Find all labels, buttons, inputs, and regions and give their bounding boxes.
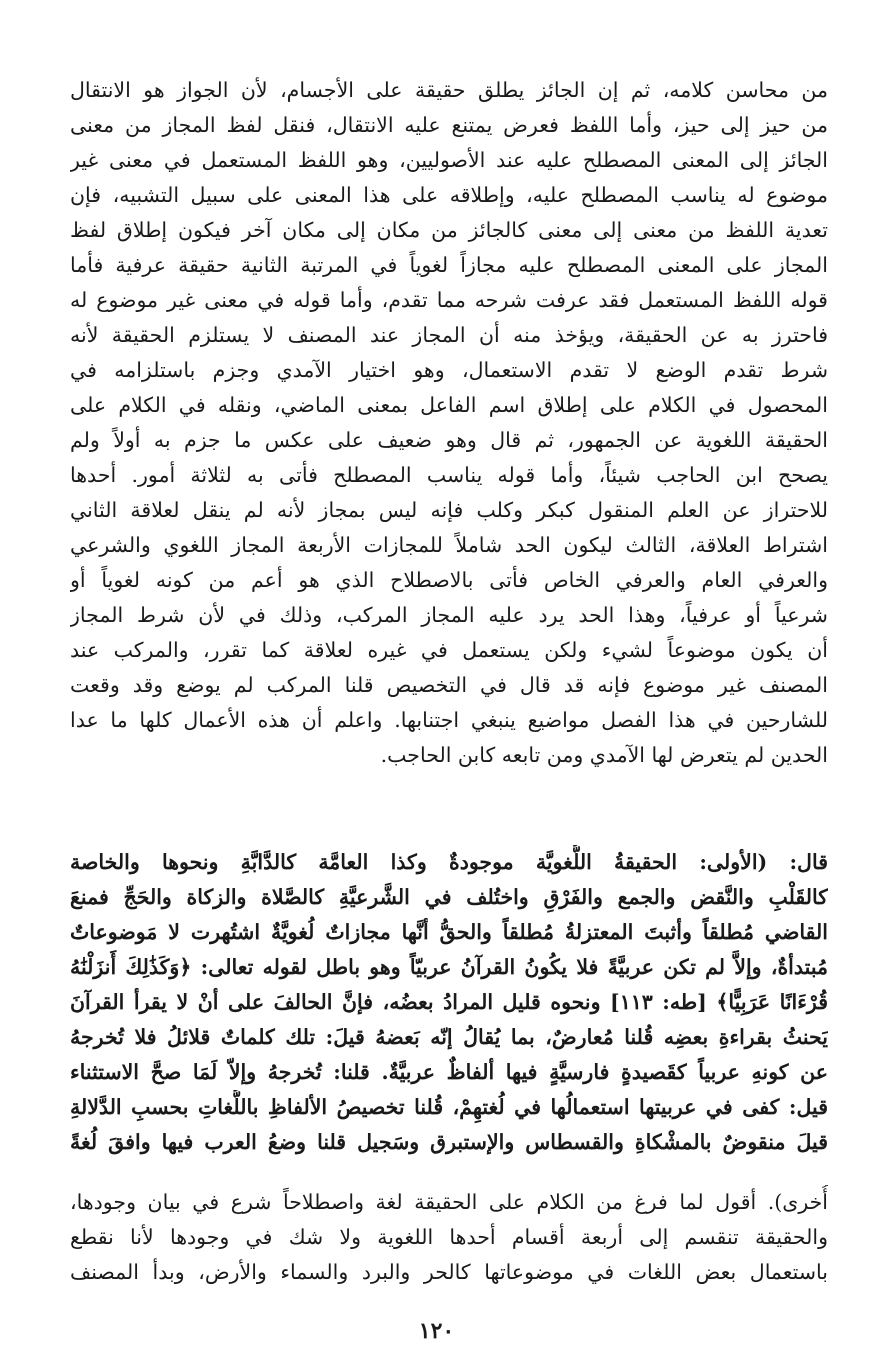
text-line: والحقيقة تنقسم إلى أربعة أقسام أحدها اللغوية ولا شك في وجودها لأنا نقطع (70, 1225, 828, 1249)
quoted-text-paragraph (70, 845, 828, 1160)
text-line: قوله اللفظ المستعمل فقد عرفت شرحه مما تقدم، وأما قوله في معنى غير موضوع له (70, 288, 828, 312)
text-line: المصنف غير موضوع فإنه قد قال في التخصيص قلنا المركب لم يوضع وقد وقعت (70, 673, 828, 697)
text-line: من محاسن كلامه، ثم إن الجائز يطلق حقيقة على الأجسام، لأن الجواز هو الانتقال (70, 78, 828, 102)
text-line: شرط تقدم الوضع لا تقدم الاستعمال، وهو اختيار الآمدي وجزم باستلزامه في (70, 358, 828, 382)
text-line: يصحح ابن الحاجب شيئاً، وأما قوله يناسب المصطلح فأتى به لثلاثة أمور. أحدها (70, 463, 828, 487)
text-line: فاحترز به عن الحقيقة، ويؤخذ منه أن المجاز عند المصنف لا يستلزم الحقيقة لأنه (70, 323, 828, 347)
text-line: باستعمال بعض اللغات في موضوعاتها كالحر والبرد والسماء والأرض، وبدأ المصنف (70, 1260, 828, 1284)
quote-line: مُبتدأةٌ، وإلاَّ لم تكن عربيَّةً فلا يكُونُ القرآنُ عربيّاً وهو باطل لقوله تعالى: ﴿وَكَذَٰلِكَ أَنزَلْنَٰهُ (70, 955, 828, 979)
quote-line: قيل: كفى في عربيتها استعمالُها في لُغتهِمْ، قُلنا تخصيصُ الألفاظِ باللُّغاتِ بحسبِ الدَّلالةِ (70, 1095, 828, 1119)
quote-line: يَحنثُ بقراءةِ بعضِه قُلنا مُعارضٌ، بما يُقالُ إنّه بَعضهُ قيلَ: تلك كلماتٌ قلائلُ فلا تُخرجهُ (70, 1025, 828, 1049)
quote-line: قيلَ منقوضٌ بالمشْكاةِ والقسطاس والإستبرق وسَجيل قلنا وضعُ العرب فيها وافقَ لُغةً (70, 1130, 828, 1154)
text-line: والعرفي العام والعرفي الخاص فأتى بالاصطلاح الذي هو أعم من كونه لغوياً أو (70, 568, 828, 592)
text-line: اشتراط العلاقة، الثالث ليكون الحد شاملاً للمجازات الأربعة المجاز اللغوي والشرعي (70, 533, 828, 557)
page-number: ١٢٠ (418, 1318, 455, 1344)
closing-paragraph (70, 1185, 828, 1290)
text-line: أن يكون موضوعاً لشيء ولكن يستعمل في غيره لعلاقة كما تقرر، والمركب عند (70, 638, 828, 662)
text-line: الحدين لم يتعرض لها الآمدي ومن تابعه كابن الحاجب. (380, 743, 828, 767)
text-line: موضوع له يناسب المصطلح عليه، وإطلاقه على هذا المعنى على سبيل التشبيه، فإن (70, 183, 828, 207)
quote-line: القاضي مُطلقاً وأثبتَ المعتزلةُ مُطلقاً والحقُّ أنَّها مجازاتٌ لُغويَّةٌ اشتُهرت لا مَوضوعاتٌ (70, 920, 828, 944)
text-line: المجاز على المعنى المصطلح عليه مجازاً لغوياً في المرتبة الثانية حقيقة عرفية فأما (70, 253, 828, 277)
text-line: للاحتراز عن العلم المنقول كبكر وكلب فإنه ليس بمجاز لأنه لم ينقل لعلاقة الثاني (70, 498, 828, 522)
quote-line: قال: (الأولى: الحقيقةُ اللُّغويَّة موجودةٌ وكذا العامَّة كالدَّابَّةِ ونحوها والخاصة (70, 850, 828, 874)
quote-line: قُرْءَانًا عَرَبِيًّا﴾ [طه: ١١٣] ونحوه قليل المرادُ بعضُه، فإنَّ الحالفَ على أنْ لا يقرأ القرآنَ (70, 990, 828, 1014)
quote-line: عن كونهِ عربياً كقَصيدةٍ فارسيَّةٍ فيها ألفاظٌ عربيَّةٌ. قلنا: تُخرجهُ وإلاّ لَمَا صحَّ الاستثناء (70, 1060, 828, 1084)
text-line: الحقيقة اللغوية عن الجمهور، ثم قال وهو ضعيف على عكس ما جزم به أولاً ولم (70, 428, 828, 452)
text-line: شرعياً أو عرفياً، وهذا الحد يرد عليه المجاز المركب، وذلك في لأن شرط المجاز (70, 603, 828, 627)
text-line: الجائز إلى المعنى المصطلح عليه عند الأصوليين، وهو اللفظ المستعمل في معنى غير (70, 148, 828, 172)
quote-line: كالقَلْبِ والنَّقض والجمع والفَرْقِ واختُلف في الشَّرعيَّةِ كالصَّلاة والزكاة والحَجِّ فمنعَ (70, 885, 828, 909)
commentary-paragraph (70, 73, 828, 773)
text-line: تعدية اللفظ من معنى إلى معنى كالجائز من مكان إلى مكان آخر فيكون إطلاق لفظ (70, 218, 828, 242)
text-line: من حيز إلى حيز، وأما اللفظ فعرض يمتنع عليه الانتقال، فنقل لفظ المجاز من معنى (70, 113, 828, 137)
text-line: للشارحين في هذا الفصل مواضيع ينبغي اجتنابها. واعلم أن هذه الأعمال كلها ما عدا (70, 708, 828, 732)
text-line: المحصول في الكلام على إطلاق اسم الفاعل بمعنى الماضي، ونقله في الكلام على (70, 393, 828, 417)
text-line: أُخرى). أقول لما فرغ من الكلام على الحقيقة لغة واصطلاحاً شرع في بيان وجودها، (70, 1190, 828, 1214)
